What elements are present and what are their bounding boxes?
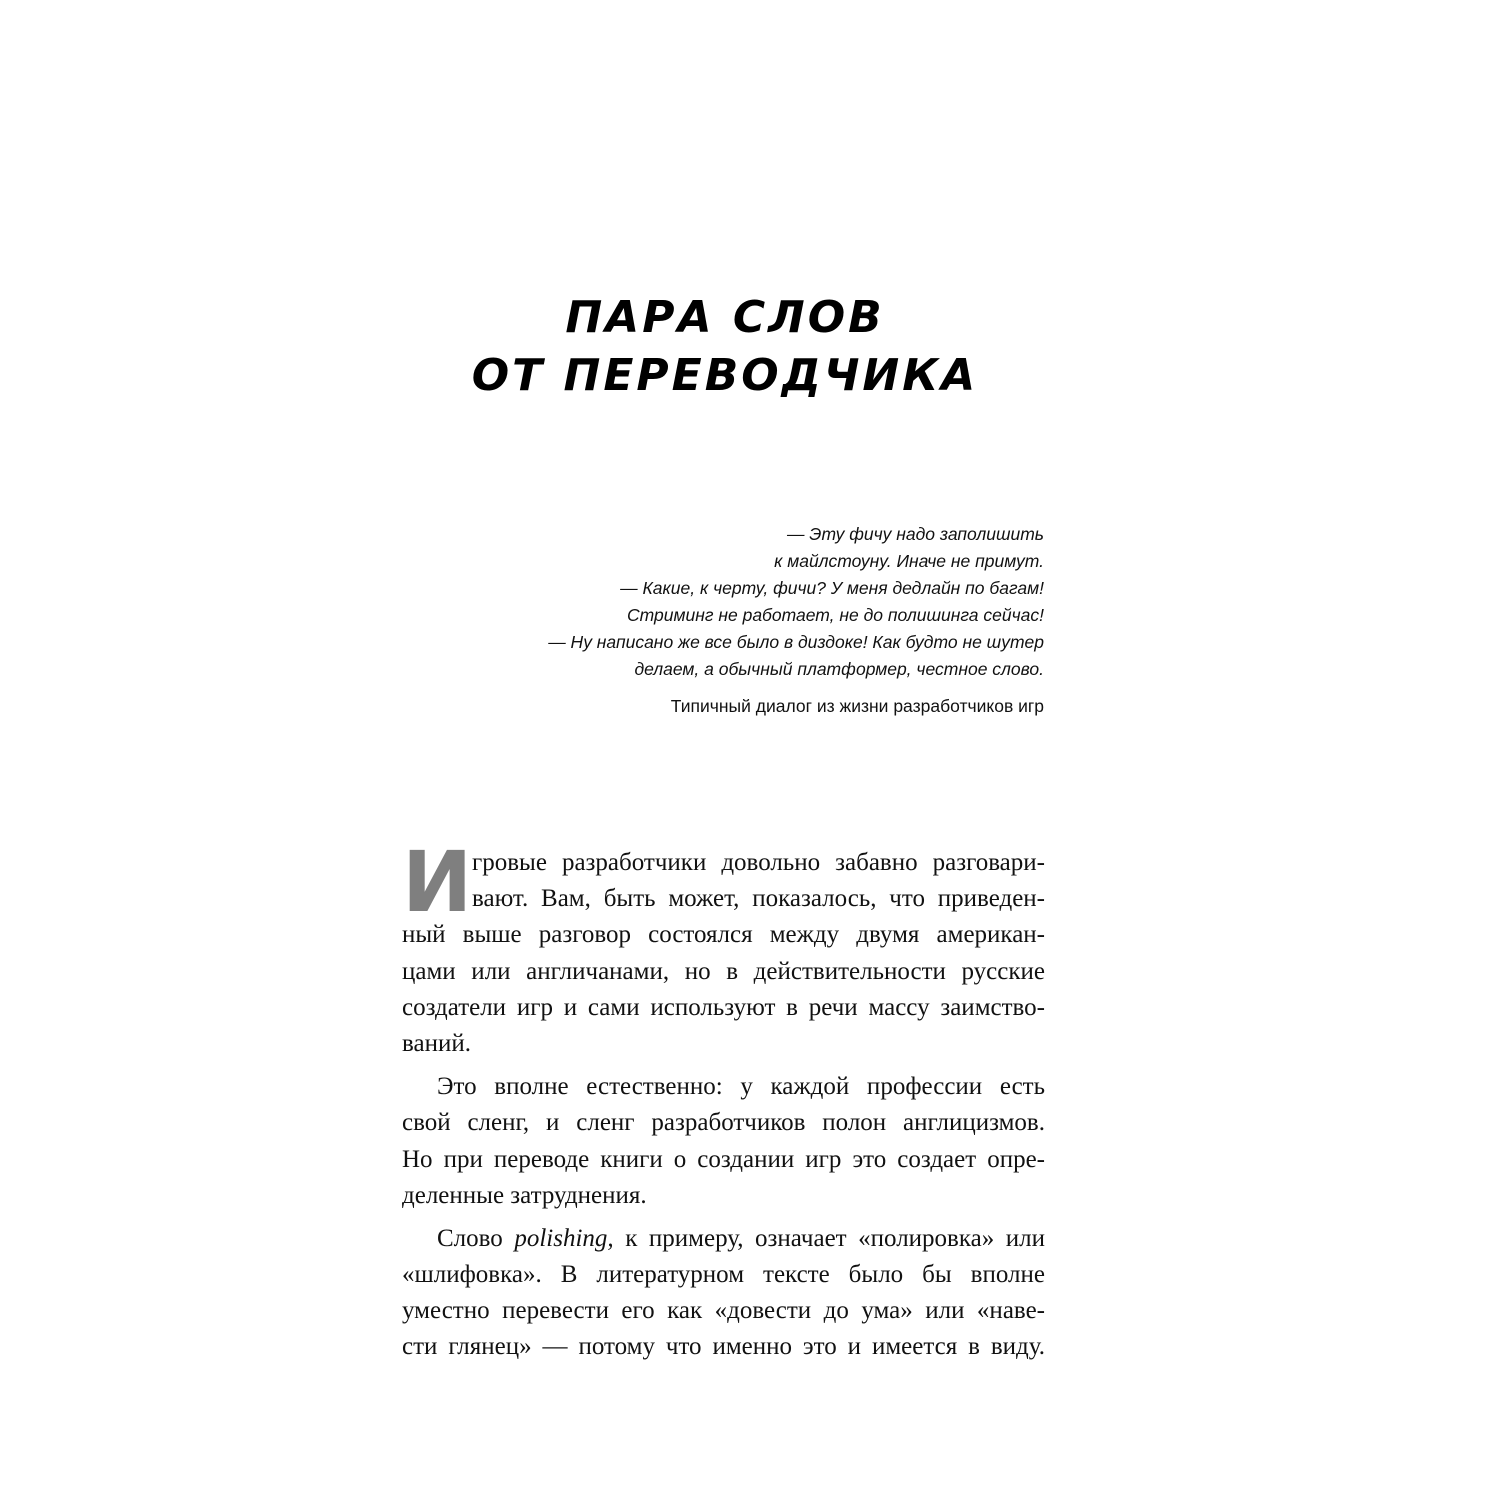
paragraph-line: создатели игр и сами используют в речи массу заимство- [402, 993, 1045, 1021]
paragraph-line [402, 1221, 1045, 1257]
text-run: Слово [437, 1224, 515, 1252]
paragraph-line: сти глянец» — потому что именно это и имеется в виду. [402, 1333, 1045, 1361]
paragraph-gap [402, 1062, 1045, 1069]
epigraph-line: делаем, а обычный платформер, честное слово. [634, 659, 1044, 679]
epigraph [524, 521, 1044, 683]
paragraph-line: Но при переводе книги о создании игр это создает опре- [402, 1145, 1045, 1173]
paragraph-gap [402, 1214, 1045, 1221]
epigraph-line: — Ну написано же все было в диздоке! Как будто не шутер [548, 632, 1044, 652]
chapter-title-line-2: ОТ ПЕРЕВОДЧИКА [471, 350, 979, 401]
paragraph-line: Это вполне естественно: у каждой профессии есть [437, 1073, 1045, 1101]
epigraph-attribution: Типичный диалог из жизни разработчиков игр [670, 696, 1044, 716]
term-polishing: polishing, [514, 1224, 614, 1252]
epigraph-line: — Эту фичу надо заполишить [786, 524, 1044, 544]
paragraph-line: уместно перевести его как «довести до ума» или «наве- [402, 1297, 1045, 1325]
epigraph-line: к майлстоуну. Иначе не примут. [774, 551, 1044, 571]
paragraph-line: цами или англичанами, но в действительности русские [402, 957, 1045, 985]
chapter-title-line-1: ПАРА СЛОВ [565, 292, 885, 343]
drop-cap: И [402, 833, 473, 931]
epigraph-line: — Какие, к черту, фичи? У меня дедлайн по багам! [620, 578, 1044, 598]
paragraph-line: гровые разработчики довольно забавно разговари- [472, 849, 1045, 876]
paragraph-line: вают. Вам, быть может, показалось, что приведен- [472, 885, 1045, 913]
paragraph-line: «шлифовка». В литературном тексте было бы вполне [402, 1261, 1045, 1289]
epigraph-line: Стриминг не работает, не до полишинга сейчас! [627, 605, 1044, 625]
text-run: к примеру, означает «полировка» или [613, 1224, 1045, 1252]
paragraph-line: ный выше разговор состоялся между двумя американ- [402, 921, 1045, 949]
paragraph-line: деленные затруднения. [402, 1181, 647, 1209]
paragraph-line: свой сленг, и сленг разработчиков полон англицизмов. [402, 1109, 1045, 1137]
body-text [402, 845, 1045, 1366]
paragraph-line: ваний. [402, 1029, 471, 1057]
